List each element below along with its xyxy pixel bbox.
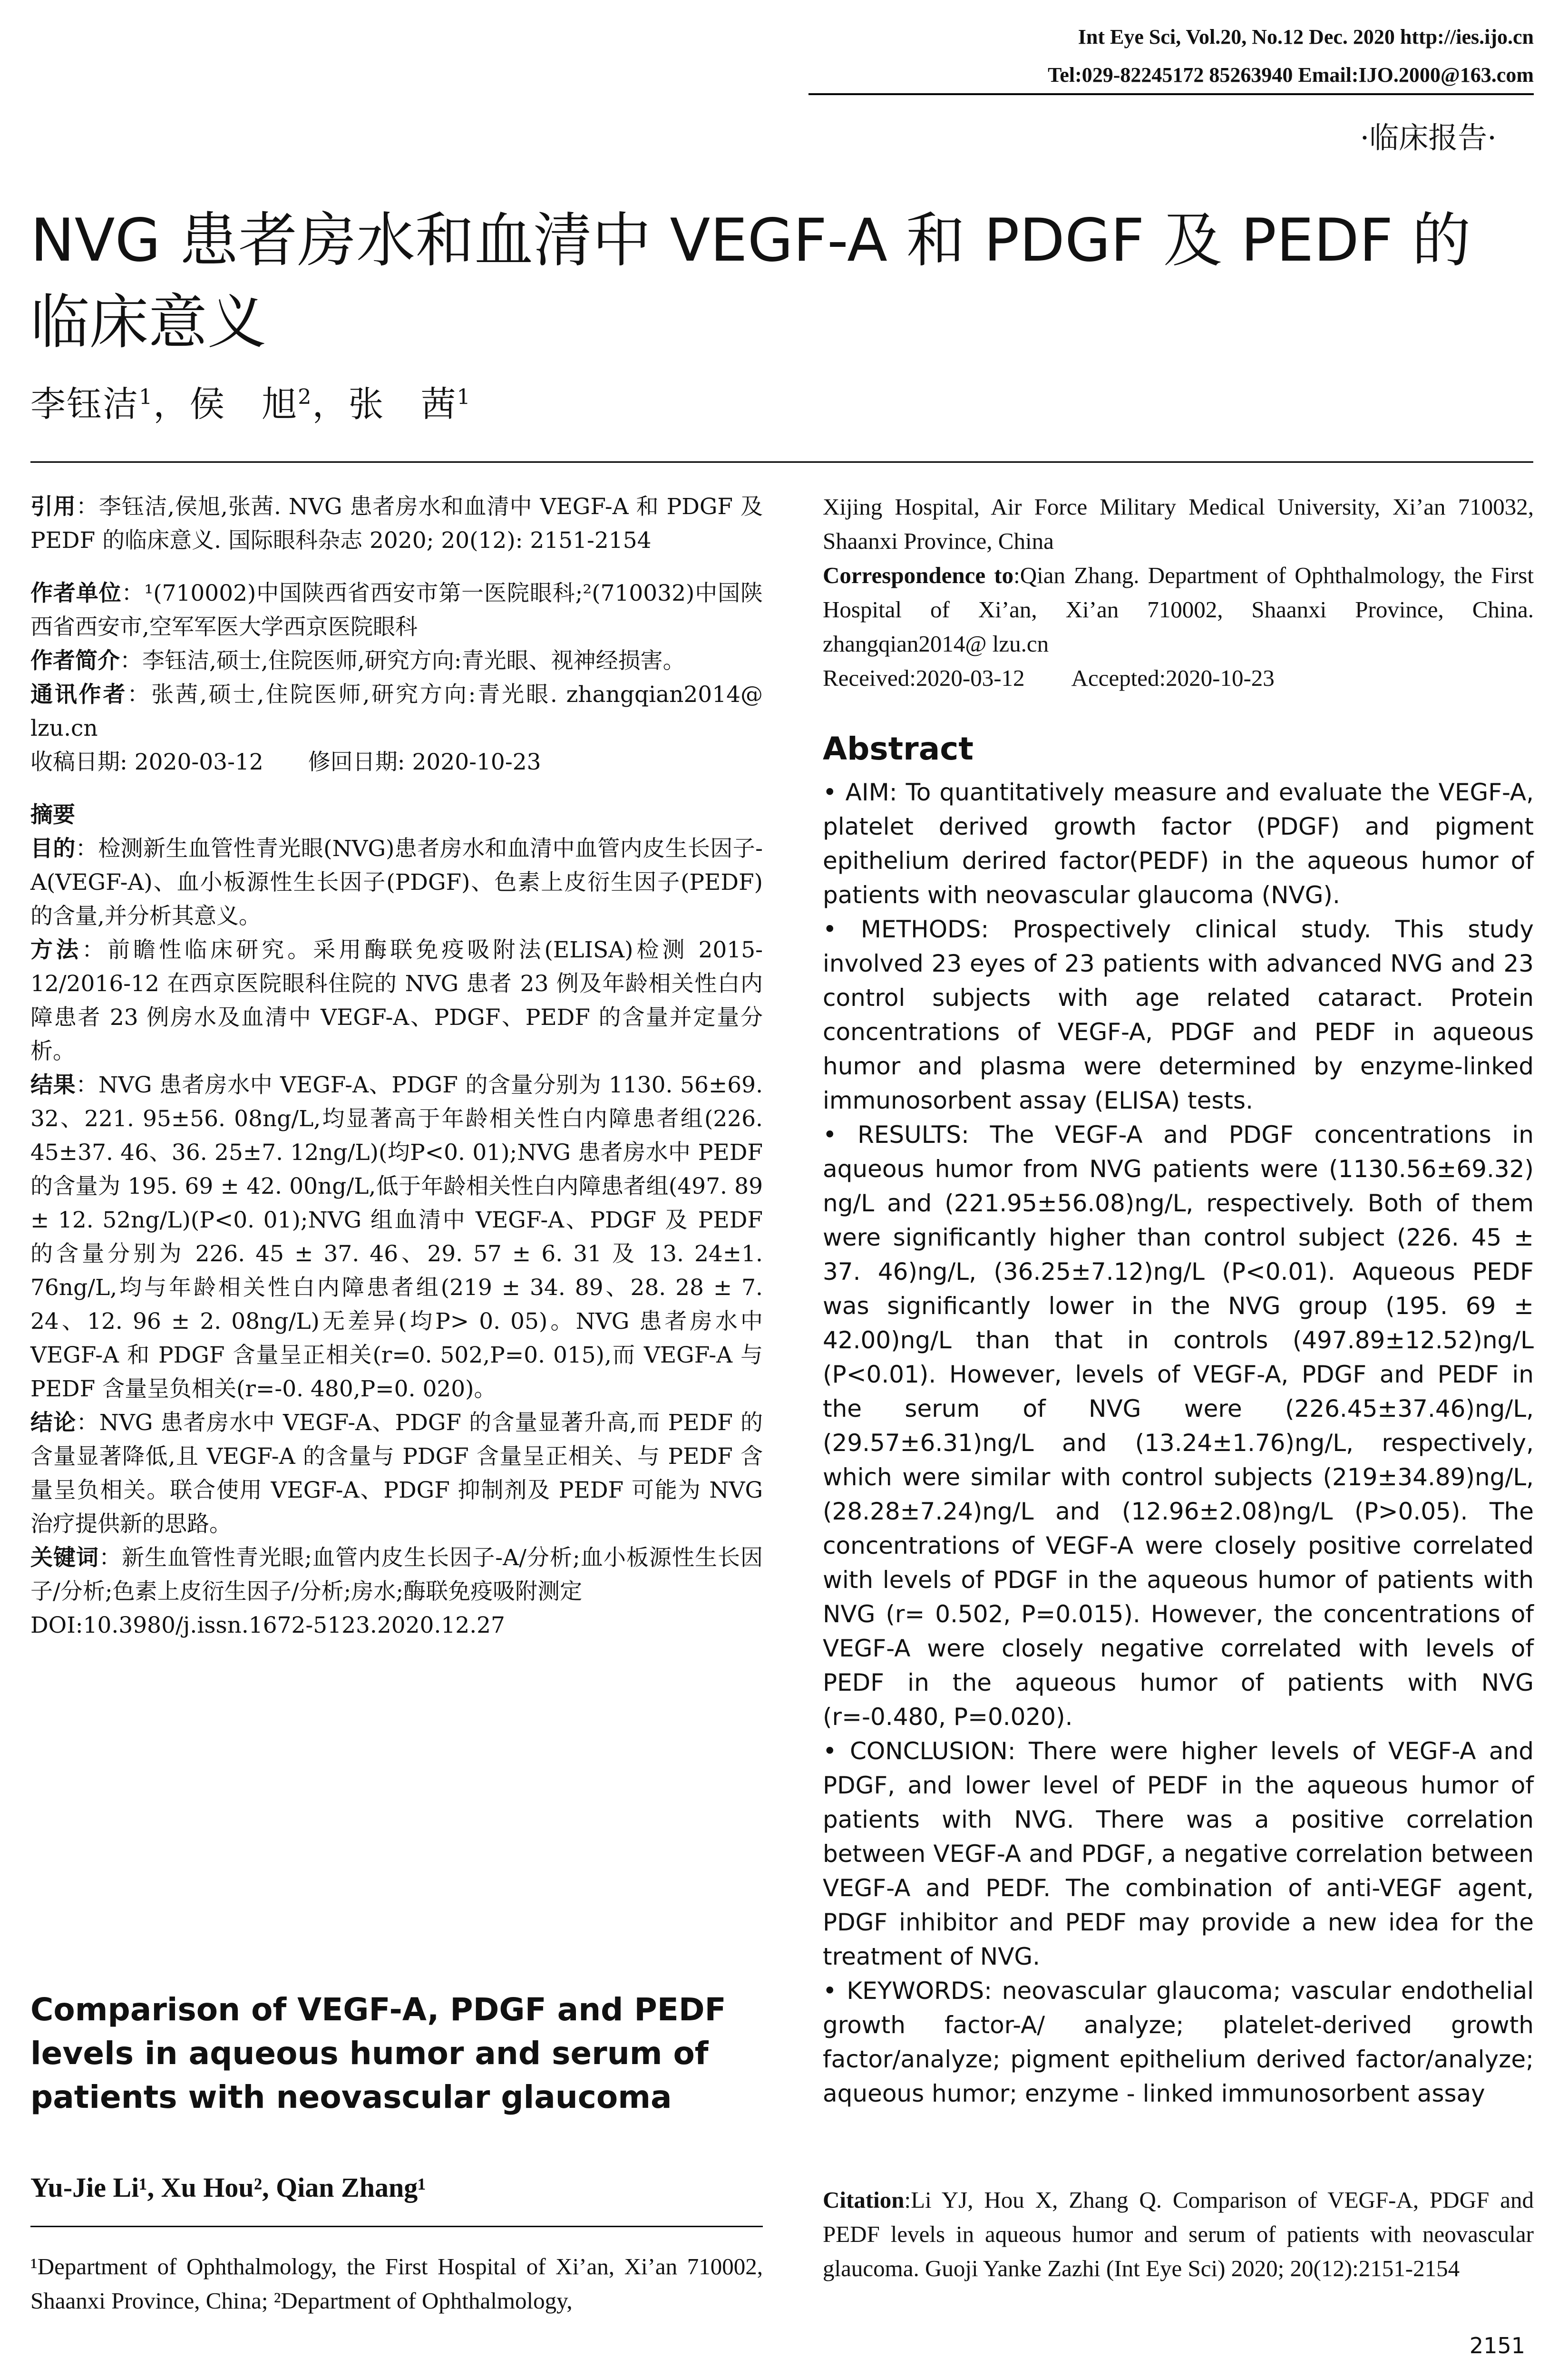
aim-text: ：检测新生血管性青光眼(NVG)患者房水和血清中血管内皮生长因子-A(VEGF-A)、血小板源性生长因子(PDGF)、色素上皮衍生因子(PEDF)的含量,并分析其意义。 xyxy=(30,836,763,929)
affiliation-mark: 1 xyxy=(139,385,154,409)
english-affiliation: ¹Department of Ophthalmology, the First Hospital of Xi’an, Xi’an 710002, Shaanxi Province, China; ²Department of Ophthalmology, xyxy=(30,2253,763,2314)
spacer xyxy=(30,557,763,576)
bio-label: 作者简介 xyxy=(30,648,120,674)
author-unit xyxy=(30,576,763,644)
keywords-en: • KEYWORDS: neovascular glaucoma; vascular endothelial growth factor-A/ analyze; platelet-derived growth factor/analyze; pigment epithelium derived factor/analyze; aqueous humor; enzyme - linked immunosorbent assay xyxy=(823,1977,1534,2107)
author-separator: ， xyxy=(153,384,190,425)
section-label: ·临床报告· xyxy=(1360,120,1497,155)
affiliation-mark: 1 xyxy=(457,385,471,409)
english-title: Comparison of VEGF-A, PDGF and PEDF levels in aqueous humor and serum of patients with neovascular glaucoma xyxy=(30,1991,726,2115)
abstract-aim-en: • AIM: To quantitatively measure and evaluate the VEGF-A, platelet derived growth factor (PDGF) and pigment epithelium derired factor(PEDF) in the aqueous humor of patients with neovascular glaucoma (NVG). xyxy=(823,779,1534,909)
author-bio xyxy=(30,644,763,678)
method-label: 方法 xyxy=(30,937,82,963)
author-name: 张 茜 xyxy=(348,384,457,425)
abstract-conclusion xyxy=(30,1406,763,1541)
bio-text: ：李钰洁,硕士,住院医师,研究方向:青光眼、视神经损害。 xyxy=(120,648,685,674)
abstract-conclusion-en: • CONCLUSION: There were higher levels of VEGF-A and PDGF, and lower level of PEDF in the aqueous humor of patients with NVG. There was a positive correlation between VEGF-A and PDGF, a negative correlation between VEGF-A and PEDF. The combination of anti-VEGF agent, PDGF inhibitor and PEDF may provide a new idea for the treatment of NVG. xyxy=(823,1737,1534,1970)
abstract-aim xyxy=(30,832,763,933)
correspondence xyxy=(823,558,1534,661)
abstract-result xyxy=(30,1068,763,1406)
journal-header-line2: Tel:029-82245172 85263940 Email:IJO.2000@163.com xyxy=(1048,63,1534,87)
keywords-label: 关键词 xyxy=(30,1545,99,1571)
abstract-heading-en: Abstract xyxy=(823,731,974,767)
citation-text: ：李钰洁,侯旭,张茜. NVG 患者房水和血清中 VEGF-A 和 PDGF 及 PEDF 的临床意义. 国际眼科杂志 2020; 20(12): 2151-2154 xyxy=(30,494,763,554)
spacer xyxy=(30,779,763,798)
citation-en-label: Citation xyxy=(823,2187,905,2213)
keywords-cn xyxy=(30,1541,763,1608)
received-accepted: Received:2020-03-12 Accepted:2020-10-23 xyxy=(823,665,1275,691)
english-abstract xyxy=(823,775,1534,2111)
citation-cn xyxy=(30,490,763,557)
corresponding-author xyxy=(30,678,763,745)
conclusion-label: 结论 xyxy=(30,1410,77,1436)
title-line-2: 临床意义 xyxy=(30,288,267,357)
citation-label: 引用 xyxy=(30,494,77,520)
citation-en xyxy=(823,2183,1534,2286)
correspondence-label: Correspondence to xyxy=(823,562,1014,588)
author-name: 侯 旭 xyxy=(189,384,298,425)
author-name: 李钰洁 xyxy=(30,384,139,425)
author-list xyxy=(30,380,471,428)
correspondence-text: :Qian Zhang. Department of Ophthalmology, the First Hospital of Xi’an, Xi’an 710002, Shaanxi Province, China. zhangqian2014@ lzu.cn xyxy=(823,562,1534,657)
affiliation-continued: Xijing Hospital, Air Force Military Medical University, Xi’an 710032, Shaanxi Province, China xyxy=(823,494,1534,554)
conclusion-text: ：NVG 患者房水中 VEGF-A、PDGF 的含量显著升高,而 PEDF 的含量显著降低,且 VEGF-A 的含量与 PDGF 含量呈正相关、与 PEDF 含量呈负相关。联合使用 VEGF-A、PDGF 抑制剂及 PEDF 可能为 NVG 治疗提供新的思路。 xyxy=(30,1410,763,1537)
unit-text: ：¹(710002)中国陕西省西安市第一医院眼科;²(710032)中国陕西省西安市,空军军医大学西京医院眼科 xyxy=(30,580,763,640)
unit-label: 作者单位 xyxy=(30,580,122,606)
header-rule xyxy=(808,93,1534,95)
abstract-heading-cn: 摘要 xyxy=(30,802,75,828)
keywords-text: ：新生血管性青光眼;血管内皮生长因子-A/分析;血小板源性生长因子/分析;色素上皮衍生因子/分析;房水;酶联免疫吸附测定 xyxy=(30,1545,763,1605)
result-text: ：NVG 患者房水中 VEGF-A、PDGF 的含量分别为 1130. 56±69. 32、221. 95±56. 08ng/L,均显著高于年龄相关性白内障患者组(226. 45±37. 46、36. 25±7. 12ng/L)(均P<0. 01);NVG 患者房水中 PEDF 的含量为 195. 69 ± 42. 00ng/L,低于年龄相关性白内障患者组(497. 89 ± 12. 52ng/L)(P<0. 01);NVG 组血清中 VEGF-A、PDGF 及 PEDF 的含量分别为 226. 45 ± 37. 46、29. 57 ± 6. 31 及 13. 24±1. 76ng/L,均与年龄相关性白内障患者组(219 ± 34. 89、28. 28 ± 7. 24、12. 96 ± 2. 08ng/L)无差异(均P> 0. 05)。NVG 患者房水中 VEGF-A 和 PDGF 含量呈正相关(r=0. 502,P=0. 015),而 VEGF-A 与 PEDF 含量呈负相关(r=-0. 480,P=0. 020)。 xyxy=(30,1072,763,1402)
affiliation-mark: 2 xyxy=(298,385,312,409)
page-number: 2151 xyxy=(1469,2333,1525,2358)
result-label: 结果 xyxy=(30,1072,76,1098)
title-block-rule xyxy=(30,461,1533,463)
aim-label: 目的 xyxy=(30,836,76,862)
journal-header-line1: Int Eye Sci, Vol.20, No.12 Dec. 2020 http://ies.ijo.cn xyxy=(1078,25,1534,49)
paper-title xyxy=(30,200,1533,363)
left-column xyxy=(30,490,763,1642)
right-column-top xyxy=(823,490,1534,695)
title-line-1: NVG 患者房水和血清中 VEGF-A 和 PDGF 及 PEDF 的 xyxy=(30,206,1471,275)
citation-en-text: :Li YJ, Hou X, Zhang Q. Comparison of VEGF-A, PDGF and PEDF levels in aqueous humor and serum of patients with neovascular glaucoma. Guoji Yanke Zazhi (Int Eye Sci) 2020; 20(12):2151-2154 xyxy=(823,2187,1534,2281)
english-authors: Yu-Jie Li¹, Xu Hou², Qian Zhang¹ xyxy=(30,2172,426,2203)
doi: DOI:10.3980/j.issn.1672-5123.2020.12.27 xyxy=(30,1612,505,1638)
abstract-methods-en: • METHODS: Prospectively clinical study. This study involved 23 eyes of 23 patients with advanced NVG and 23 control subjects with age related cataract. Protein concentrations of VEGF-A, PDGF and PEDF in aqueous humor and plasma were determined by enzyme-linked immunosorbent assay (ELISA) tests. xyxy=(823,916,1534,1114)
corr-label: 通讯作者 xyxy=(30,682,127,708)
abstract-method xyxy=(30,933,763,1068)
author-separator: ， xyxy=(312,384,349,425)
method-text: ：前瞻性临床研究。采用酶联免疫吸附法(ELISA)检测 2015-12/2016-12 在西京医院眼科住院的 NVG 患者 23 例及年龄相关性白内障患者 23 例房水及血清中 VEGF-A、PDGF、PEDF 的含量并定量分析。 xyxy=(30,937,763,1064)
corr-text: ：张茜,硕士,住院医师,研究方向:青光眼. zhangqian2014@ lzu.cn xyxy=(30,682,763,741)
received-dates: 收稿日期: 2020-03-12 修回日期: 2020-10-23 xyxy=(30,749,541,775)
abstract-results-en: • RESULTS: The VEGF-A and PDGF concentrations in aqueous humor from NVG patients were (1130.56±69.32) ng/L and (221.95±56.08)ng/L, respectively. Both of them were significantly higher than control subject (226. 45 ± 37. 46)ng/L, (36.25±7.12)ng/L (P<0.01). Aqueous PEDF was significantly lower in the NVG group (195. 69 ± 42.00)ng/L than that in controls (497.89±12.52)ng/L (P<0.01). However, levels of VEGF-A, PDGF and PEDF in the serum of NVG were (226.45±37.46)ng/L, (29.57±6.31)ng/L and (13.24±1.76)ng/L, respectively, which were similar with control subjects (219±34.89)ng/L, (28.28±7.24)ng/L and (12.96±2.08)ng/L (P>0.05). The concentrations of VEGF-A were closely positive correlated with levels of PDGF in the aqueous humor of patients with NVG (r= 0.502, P=0.015). However, the concentrations of VEGF-A were closely negative correlated with levels of PEDF in the aqueous humor of patients with NVG (r=-0.480, P=0.020). xyxy=(823,1121,1534,1731)
affiliation-rule xyxy=(30,2226,763,2227)
